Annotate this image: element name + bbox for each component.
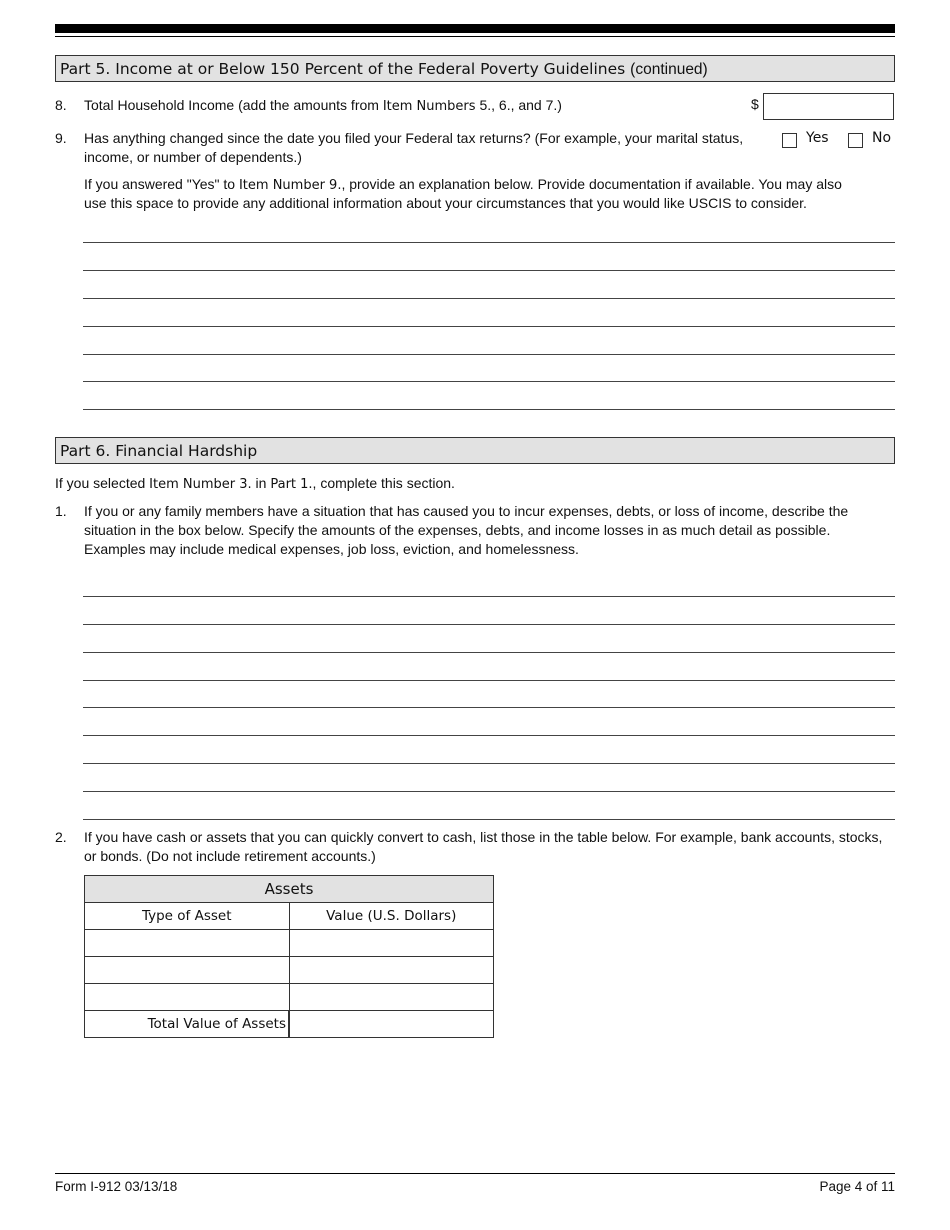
p6-item1-line3: Examples may include medical expenses, job loss, eviction, and homelessness.: [84, 541, 579, 557]
part6-title: Part 6. Financial Hardship: [60, 442, 258, 460]
p6-item1-number: 1.: [55, 503, 67, 519]
item8-ref: Item Numbers: [382, 99, 476, 114]
part6-header: [55, 437, 895, 464]
item9-answer-line[interactable]: [83, 270, 895, 271]
table-row: [85, 984, 494, 1011]
explain-ref: Item Number 9.: [238, 178, 342, 193]
item9-yes-checkbox[interactable]: [782, 133, 797, 148]
p6-item2-line2: or bonds. (Do not include retirement accounts.): [84, 848, 376, 864]
item9-no-label: No: [872, 130, 892, 146]
p6-item1-answer-line[interactable]: [83, 680, 895, 681]
item9-number: 9.: [55, 130, 67, 146]
intro-mid: in: [251, 475, 271, 491]
assets-col-value-header: Value (U.S. Dollars): [289, 903, 494, 930]
p6-item1-answer-line[interactable]: [83, 707, 895, 708]
p6-item2-number: 2.: [55, 829, 67, 845]
item9-answer-line[interactable]: [83, 354, 895, 355]
item8-label: [84, 96, 562, 116]
asset-type-cell[interactable]: [85, 957, 290, 984]
item8-text-post: 5., 6., and 7.): [475, 97, 562, 113]
table-row: [85, 930, 494, 957]
top-rule-thin: [55, 36, 895, 37]
intro-pre: If you selected: [55, 475, 150, 491]
currency-symbol: $: [751, 96, 759, 112]
explain-pre: If you answered "Yes" to: [84, 176, 239, 192]
page-number: Page 4 of 11: [819, 1179, 895, 1194]
item9-no-checkbox[interactable]: [848, 133, 863, 148]
item8-text-pre: Total Household Income (add the amounts from: [84, 97, 383, 113]
item9-explain-line1: [84, 175, 842, 195]
item9-answer-line[interactable]: [83, 409, 895, 410]
form-id: Form I-912 03/13/18: [55, 1179, 178, 1194]
intro-ref1: Item Number 3.: [149, 477, 252, 492]
intro-ref2: Part 1.: [270, 477, 313, 492]
item9-explain-line2: use this space to provide any additional information about your circumstances that you would like USCIS to consider.: [84, 195, 807, 211]
p6-item1-line1: If you or any family members have a situation that has caused you to incur expenses, debts, or loss of income, describe the: [84, 503, 849, 519]
p6-item1-answer-line[interactable]: [83, 735, 895, 736]
p6-item1-answer-line[interactable]: [83, 652, 895, 653]
table-row: [85, 957, 494, 984]
item9-question-line1: Has anything changed since the date you filed your Federal tax returns? (For example, your marital status,: [84, 130, 744, 146]
total-row: [85, 1011, 494, 1038]
assets-col-type-header: Type of Asset: [85, 903, 290, 930]
intro-post: , complete this section.: [312, 475, 455, 491]
top-rule-thick: [55, 24, 895, 33]
p6-item1-answer-line[interactable]: [83, 791, 895, 792]
asset-value-cell[interactable]: [289, 930, 494, 957]
assets-table-title: Assets: [85, 876, 494, 903]
p6-item1-answer-line[interactable]: [83, 624, 895, 625]
total-assets-label: Total Value of Assets: [85, 1011, 290, 1038]
assets-table: [84, 875, 494, 1038]
asset-type-cell[interactable]: [85, 984, 290, 1011]
asset-type-cell[interactable]: [85, 930, 290, 957]
asset-value-cell[interactable]: [289, 957, 494, 984]
asset-value-cell[interactable]: [289, 984, 494, 1011]
part5-title: Part 5. Income at or Below 150 Percent of the Federal Poverty Guidelines: [60, 60, 626, 78]
total-assets-value-cell[interactable]: [289, 1011, 494, 1038]
item9-answer-line[interactable]: [83, 298, 895, 299]
item9-question-line2: income, or number of dependents.): [84, 149, 302, 165]
p6-item1-line2: situation in the box below. Specify the amounts of the expenses, debts, and income losses in as much detail as possible.: [84, 522, 831, 538]
item8-number: 8.: [55, 97, 67, 113]
part5-header: [55, 55, 895, 82]
item9-yes-label: Yes: [806, 130, 829, 146]
p6-item1-answer-line[interactable]: [83, 596, 895, 597]
item9-answer-line[interactable]: [83, 326, 895, 327]
total-household-income-input[interactable]: [763, 93, 894, 120]
item9-answer-line[interactable]: [83, 381, 895, 382]
item9-answer-line[interactable]: [83, 242, 895, 243]
part5-continued: (continued): [630, 61, 708, 78]
part6-intro: [55, 474, 455, 494]
explain-post: , provide an explanation below. Provide documentation if available. You may also: [341, 176, 842, 192]
p6-item1-answer-line[interactable]: [83, 819, 895, 820]
footer-rule: [55, 1173, 895, 1174]
p6-item1-answer-line[interactable]: [83, 763, 895, 764]
p6-item2-line1: If you have cash or assets that you can quickly convert to cash, list those in the table below. For example, bank accounts, stocks,: [84, 829, 883, 845]
